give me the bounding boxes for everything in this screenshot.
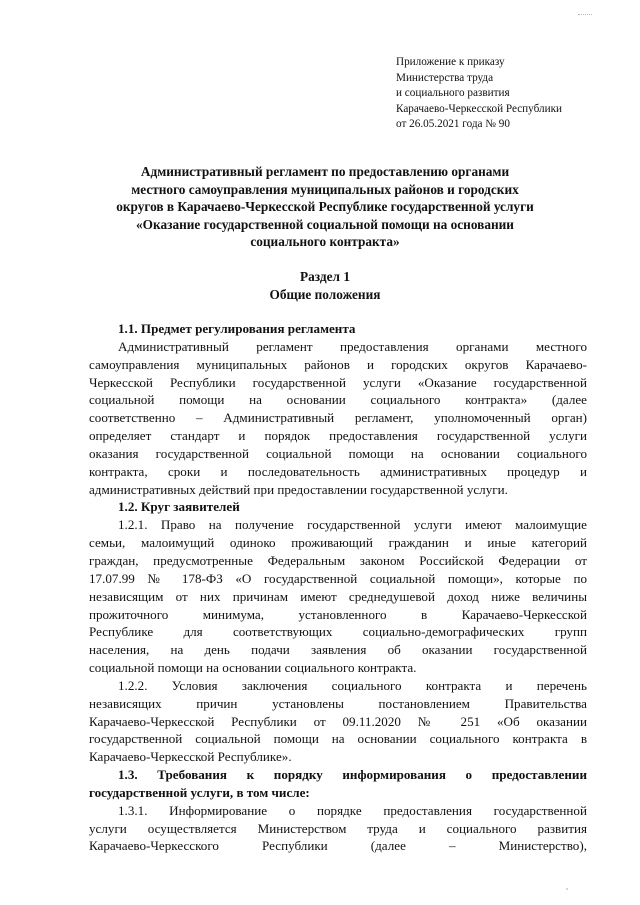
paragraph-line: услуги осуществляется Министерством труда и социального развития [89,820,587,836]
paragraph-line: Черкесской Республики государственной услуги «Оказание государственной [89,374,587,390]
paragraph-line: соответственно – Административный регламент, уполномоченный орган) [89,410,587,426]
approval-line: и социального развития [396,87,510,100]
section-heading [70,268,580,304]
document-body [89,320,587,855]
heading-1-2: 1.2. Круг заявителей [118,499,240,515]
paragraph-line: 1.2.1. Право на получение государственной услуги имеют малоимущие [118,517,587,533]
heading-1-1: 1.1. Предмет регулирования регламента [118,321,356,336]
paragraph-line: самоуправления муниципальных районов и городских округов Карачаево- [89,356,587,372]
paragraph-line: 1.3.1. Информирование о порядке предоставления государственной [118,802,587,818]
title-line: местного самоуправления муниципальных районов и городских [131,181,519,197]
paragraph-line: административных действий при предоставлении государственной услуги. [89,481,508,497]
approval-line: Министерства труда [396,71,494,84]
paragraph-line: независящих причин установлены постановлением Правительства [89,695,587,711]
title-line: Административный регламент по предоставлению органами [140,164,510,179]
title-line: округов в Карачаево-Черкесской Республике государственной услуги [116,199,534,215]
heading-1-3: государственной услуги, в том числе: [89,784,310,800]
approval-line: от 26.05.2021 года № 90 [396,118,510,131]
paragraph-line: граждан, предусмотренные Федеральным законом Российской Федерации от [89,552,587,568]
paragraph-line: оказания государственной социальной помощи на основании социального [89,445,587,461]
paragraph-line: независящим от них причинам имеют среднедушевой доход ниже величины [89,588,587,604]
document-title [70,163,580,251]
paragraph-line: определяет стандарт и порядок предоставления государственной услуги [89,428,587,444]
approval-line: Карачаево-Черкесской Республики [396,102,563,115]
paragraph-line: 17.07.99 № 178-ФЗ «О государственной социальной помощи», которые по [89,570,587,586]
paragraph-line: контракта, сроки и последовательность административных процедур и [89,463,587,479]
section-number: Раздел 1 [300,269,350,284]
section-name: Общие положения [269,286,381,302]
approval-line: Приложение к приказу [396,56,505,68]
paragraph-line: прожиточного минимума, установленного в Карачаево-Черкесской [89,606,587,622]
paragraph-line: Карачаево-Черкесской Республике». [89,749,292,765]
title-line: «Оказание государственной социальной помощи на основании [136,216,514,232]
scan-dot [566,888,568,890]
paragraph-line: государственной социальной помощи на основании социального контракта в [89,731,587,747]
paragraph-line: Карачаево-Черкесской Республики от 09.11.2020 № 251 «Об оказании [89,713,587,729]
paragraph-line: социальной помощи на основании социального контракта. [89,660,417,676]
paragraph-line: населения, на день подачи заявления об оказании государственной [89,642,587,658]
title-line: социального контракта» [250,234,400,250]
paragraph-line: Республике для соответствующих социально-демографических групп [89,624,587,640]
paragraph-line: Карачаево-Черкесского Республики (далее – Министерство), [89,838,587,854]
approval-stamp-block [396,55,626,133]
scan-mark [578,14,592,16]
paragraph-line: 1.2.2. Условия заключения социального контракта и перечень [118,677,587,693]
paragraph-line: социальной помощи на основании социального контракта» (далее [89,392,587,408]
heading-1-3: 1.3. Требования к порядку информирования о предоставлении [118,767,587,783]
paragraph-line: Административный регламент предоставления органами местного [118,338,587,354]
paragraph-line: семьи, малоимущий одиноко проживающий гражданин и иные категорий [89,535,587,551]
